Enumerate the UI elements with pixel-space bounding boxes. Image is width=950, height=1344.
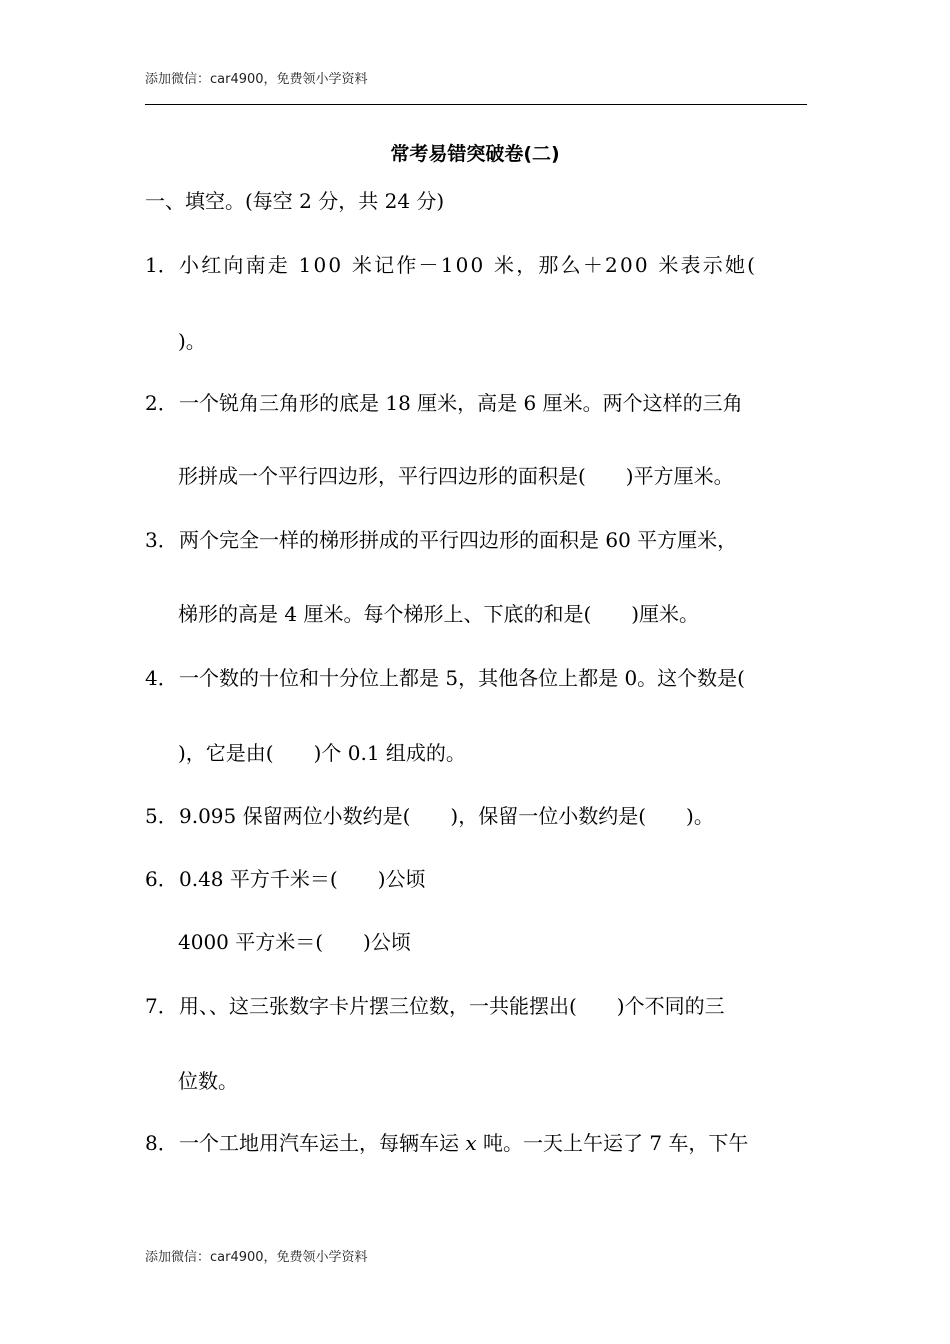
- question-number: 5．: [145, 804, 178, 828]
- question-number: 8．: [145, 1131, 178, 1155]
- question-number: 3．: [145, 528, 178, 552]
- question-text-before: 一个工地用汽车运土，每辆车运: [179, 1131, 466, 1155]
- question-text: 9.095 保留两位小数约是( )，保留一位小数约是( )。: [179, 804, 714, 828]
- question-3: [145, 527, 737, 553]
- header-divider: [145, 104, 807, 105]
- footer-note: 添加微信：car4900，免费领小学资料: [145, 1250, 368, 1265]
- question-4-continuation: )，它是由( )个 0.1 组成的。: [178, 741, 466, 765]
- question-number: 2．: [145, 391, 178, 415]
- question-1: [145, 252, 757, 278]
- question-text: 一个锐角三角形的底是 18 厘米，高是 6 厘米。两个这样的三角: [179, 391, 743, 415]
- question-text: 一个数的十位和十分位上都是 5，其他各位上都是 0。这个数是(: [179, 666, 745, 690]
- question-6-second-line: 4000 平方米＝( )公顷: [178, 930, 411, 954]
- question-text: 小红向南走 100 米记作－100 米，那么＋200 米表示她(: [179, 253, 758, 277]
- question-number: 6．: [145, 867, 178, 891]
- question-1-continuation: )。: [178, 329, 206, 353]
- question-2: [145, 390, 743, 416]
- question-number: 4．: [145, 666, 178, 690]
- question-4: [145, 665, 745, 691]
- question-2-continuation: 形拼成一个平行四边形，平行四边形的面积是( )平方厘米。: [178, 464, 734, 488]
- header-note: 添加微信：car4900，免费领小学资料: [145, 72, 368, 87]
- question-3-continuation: 梯形的高是 4 厘米。每个梯形上、下底的和是( )厘米。: [178, 602, 700, 626]
- question-7-continuation: 位数。: [178, 1069, 238, 1093]
- section-heading: 一、填空。(每空 2 分，共 24 分): [145, 189, 445, 213]
- question-7: [145, 993, 725, 1019]
- question-number: 7．: [145, 994, 178, 1018]
- question-text: 0.48 平方千米＝( )公顷: [179, 867, 426, 891]
- question-text: 用、、这三张数字卡片摆三位数，一共能摆出( )个不同的三: [179, 994, 725, 1018]
- question-number: 1．: [145, 253, 178, 277]
- variable-x: x: [465, 1131, 477, 1155]
- question-6: [145, 866, 426, 892]
- question-8: [145, 1130, 748, 1156]
- question-text-after: 吨。一天上午运了 7 车，下午: [476, 1131, 749, 1155]
- question-text: 两个完全一样的梯形拼成的平行四边形的面积是 60 平方厘米，: [179, 528, 738, 552]
- question-5: [145, 803, 714, 829]
- page-title: 常考易错突破卷(二): [390, 143, 560, 165]
